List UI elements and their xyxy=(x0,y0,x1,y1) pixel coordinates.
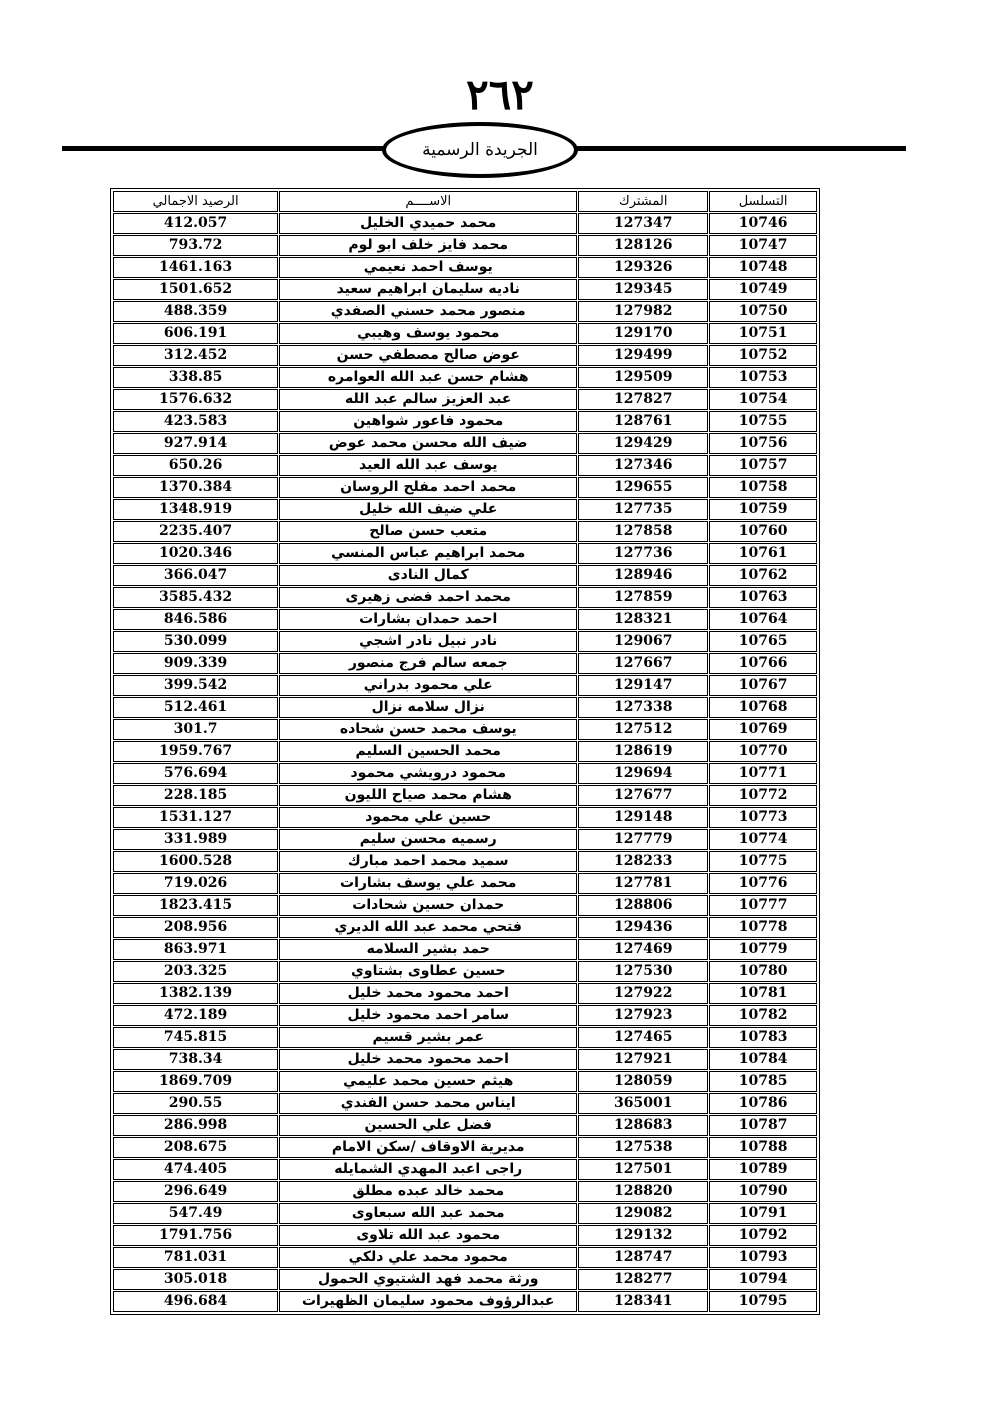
cell-name: محمود يوسف وهيبي xyxy=(279,323,577,344)
cell-subscriber: 128059 xyxy=(578,1071,708,1092)
cell-name: محمد عبد الله سبعاوى xyxy=(279,1203,577,1224)
cell-subscriber: 127512 xyxy=(578,719,708,740)
cell-balance: 296.649 xyxy=(113,1181,278,1202)
table-row xyxy=(113,741,817,762)
cell-subscriber: 129694 xyxy=(578,763,708,784)
cell-subscriber: 128806 xyxy=(578,895,708,916)
cell-balance: 312.452 xyxy=(113,345,278,366)
cell-subscriber: 127858 xyxy=(578,521,708,542)
cell-subscriber: 127735 xyxy=(578,499,708,520)
cell-subscriber: 129132 xyxy=(578,1225,708,1246)
cell-balance: 1791.756 xyxy=(113,1225,278,1246)
cell-subscriber: 128126 xyxy=(578,235,708,256)
cell-name: عبد العزيز سالم عبد الله xyxy=(279,389,577,410)
cell-serial: 10791 xyxy=(709,1203,817,1224)
cell-serial: 10758 xyxy=(709,477,817,498)
cell-serial: 10753 xyxy=(709,367,817,388)
cell-subscriber: 129148 xyxy=(578,807,708,828)
cell-balance: 3585.432 xyxy=(113,587,278,608)
table-row xyxy=(113,521,817,542)
table-row xyxy=(113,455,817,476)
table-row xyxy=(113,609,817,630)
table-row xyxy=(113,389,817,410)
cell-serial: 10792 xyxy=(709,1225,817,1246)
cell-subscriber: 128747 xyxy=(578,1247,708,1268)
cell-subscriber: 129509 xyxy=(578,367,708,388)
cell-serial: 10774 xyxy=(709,829,817,850)
cell-balance: 1501.652 xyxy=(113,279,278,300)
cell-balance: 208.675 xyxy=(113,1137,278,1158)
table-row xyxy=(113,1093,817,1114)
cell-balance: 1823.415 xyxy=(113,895,278,916)
cell-subscriber: 127338 xyxy=(578,697,708,718)
table-row xyxy=(113,851,817,872)
cell-serial: 10778 xyxy=(709,917,817,938)
table-row xyxy=(113,587,817,608)
cell-subscriber: 127827 xyxy=(578,389,708,410)
cell-serial: 10772 xyxy=(709,785,817,806)
table-row xyxy=(113,499,817,520)
cell-balance: 228.185 xyxy=(113,785,278,806)
cell-subscriber: 127347 xyxy=(578,213,708,234)
table-row xyxy=(113,1203,817,1224)
cell-name: محمود درويشي محمود xyxy=(279,763,577,784)
cell-serial: 10754 xyxy=(709,389,817,410)
cell-serial: 10763 xyxy=(709,587,817,608)
table-row xyxy=(113,433,817,454)
cell-name: عوض صالح مصطفي حسن xyxy=(279,345,577,366)
cell-balance: 290.55 xyxy=(113,1093,278,1114)
cell-name: جمعه سالم فرج منصور xyxy=(279,653,577,674)
cell-name: محمد ابراهيم عباس المنسي xyxy=(279,543,577,564)
cell-subscriber: 127501 xyxy=(578,1159,708,1180)
gazette-title: الجريدة الرسمية xyxy=(422,140,538,160)
cell-balance: 338.85 xyxy=(113,367,278,388)
table-header-row xyxy=(113,191,817,212)
cell-subscriber: 128946 xyxy=(578,565,708,586)
cell-balance: 1020.346 xyxy=(113,543,278,564)
cell-subscriber: 128761 xyxy=(578,411,708,432)
cell-subscriber: 128820 xyxy=(578,1181,708,1202)
table-row xyxy=(113,1049,817,1070)
cell-balance: 331.989 xyxy=(113,829,278,850)
cell-balance: 286.998 xyxy=(113,1115,278,1136)
cell-balance: 650.26 xyxy=(113,455,278,476)
cell-name: منصور محمد حسني الصفدي xyxy=(279,301,577,322)
cell-serial: 10776 xyxy=(709,873,817,894)
table-row xyxy=(113,1159,817,1180)
table-row xyxy=(113,1005,817,1026)
cell-balance: 1370.384 xyxy=(113,477,278,498)
cell-balance: 1576.632 xyxy=(113,389,278,410)
cell-balance: 781.031 xyxy=(113,1247,278,1268)
cell-serial: 10765 xyxy=(709,631,817,652)
cell-subscriber: 127779 xyxy=(578,829,708,850)
cell-serial: 10781 xyxy=(709,983,817,1004)
cell-name: راجى اعبد المهدي الشمايله xyxy=(279,1159,577,1180)
cell-serial: 10757 xyxy=(709,455,817,476)
cell-serial: 10795 xyxy=(709,1291,817,1312)
cell-serial: 10794 xyxy=(709,1269,817,1290)
cell-serial: 10779 xyxy=(709,939,817,960)
cell-serial: 10790 xyxy=(709,1181,817,1202)
cell-balance: 423.583 xyxy=(113,411,278,432)
table-row xyxy=(113,1071,817,1092)
cell-name: حسين عطاوى بشتاوي xyxy=(279,961,577,982)
cell-subscriber: 127465 xyxy=(578,1027,708,1048)
cell-name: نزال سلامه نزال xyxy=(279,697,577,718)
table-row xyxy=(113,1269,817,1290)
cell-balance: 472.189 xyxy=(113,1005,278,1026)
cell-subscriber: 128233 xyxy=(578,851,708,872)
column-header-balance: الرصيد الاجمالي xyxy=(113,191,278,212)
cell-name: يوسف محمد حسن شحاده xyxy=(279,719,577,740)
cell-name: كمال النادى xyxy=(279,565,577,586)
table-row xyxy=(113,345,817,366)
cell-subscriber: 127346 xyxy=(578,455,708,476)
cell-balance: 399.542 xyxy=(113,675,278,696)
cell-serial: 10768 xyxy=(709,697,817,718)
cell-serial: 10783 xyxy=(709,1027,817,1048)
table-row xyxy=(113,895,817,916)
cell-name: عبدالرؤوف محمود سليمان الظهيرات xyxy=(279,1291,577,1312)
cell-serial: 10752 xyxy=(709,345,817,366)
cell-serial: 10750 xyxy=(709,301,817,322)
table-row xyxy=(113,411,817,432)
cell-subscriber: 127921 xyxy=(578,1049,708,1070)
cell-balance: 530.099 xyxy=(113,631,278,652)
cell-serial: 10771 xyxy=(709,763,817,784)
cell-serial: 10782 xyxy=(709,1005,817,1026)
cell-serial: 10760 xyxy=(709,521,817,542)
table-row xyxy=(113,1291,817,1312)
cell-name: محمود عبد الله تلاوى xyxy=(279,1225,577,1246)
cell-subscriber: 127923 xyxy=(578,1005,708,1026)
table-row xyxy=(113,1247,817,1268)
cell-serial: 10767 xyxy=(709,675,817,696)
cell-balance: 1531.127 xyxy=(113,807,278,828)
cell-serial: 10788 xyxy=(709,1137,817,1158)
cell-balance: 547.49 xyxy=(113,1203,278,1224)
cell-balance: 793.72 xyxy=(113,235,278,256)
cell-name: متعب حسن صالح xyxy=(279,521,577,542)
table-row xyxy=(113,719,817,740)
cell-balance: 474.405 xyxy=(113,1159,278,1180)
cell-name: محمود فاعور شواهين xyxy=(279,411,577,432)
cell-serial: 10789 xyxy=(709,1159,817,1180)
cell-subscriber: 128277 xyxy=(578,1269,708,1290)
cell-serial: 10770 xyxy=(709,741,817,762)
cell-subscriber: 129170 xyxy=(578,323,708,344)
table-row xyxy=(113,873,817,894)
cell-serial: 10748 xyxy=(709,257,817,278)
cell-balance: 745.815 xyxy=(113,1027,278,1048)
table-row xyxy=(113,565,817,586)
cell-name: علي محمود بدراني xyxy=(279,675,577,696)
cell-subscriber: 128683 xyxy=(578,1115,708,1136)
cell-serial: 10759 xyxy=(709,499,817,520)
cell-name: احمد محمود محمد خليل xyxy=(279,983,577,1004)
cell-serial: 10785 xyxy=(709,1071,817,1092)
table-row xyxy=(113,763,817,784)
cell-subscriber: 127781 xyxy=(578,873,708,894)
column-header-name: الاســــم xyxy=(279,191,577,212)
cell-name: هشام حسن عبد الله العوامره xyxy=(279,367,577,388)
table-row xyxy=(113,939,817,960)
cell-balance: 719.026 xyxy=(113,873,278,894)
cell-serial: 10751 xyxy=(709,323,817,344)
cell-subscriber: 128321 xyxy=(578,609,708,630)
cell-balance: 208.956 xyxy=(113,917,278,938)
cell-serial: 10773 xyxy=(709,807,817,828)
cell-name: سميد محمد احمد مبارك xyxy=(279,851,577,872)
table-row xyxy=(113,279,817,300)
table-row xyxy=(113,1225,817,1246)
cell-serial: 10749 xyxy=(709,279,817,300)
cell-serial: 10786 xyxy=(709,1093,817,1114)
cell-subscriber: 127667 xyxy=(578,653,708,674)
cell-name: محمد خالد عبده مطلق xyxy=(279,1181,577,1202)
cell-name: علي ضيف الله خليل xyxy=(279,499,577,520)
table-row xyxy=(113,697,817,718)
table-row xyxy=(113,1027,817,1048)
cell-name: احمد حمدان بشارات xyxy=(279,609,577,630)
cell-balance: 1600.528 xyxy=(113,851,278,872)
cell-serial: 10784 xyxy=(709,1049,817,1070)
cell-subscriber: 129429 xyxy=(578,433,708,454)
cell-serial: 10777 xyxy=(709,895,817,916)
cell-balance: 412.057 xyxy=(113,213,278,234)
cell-subscriber: 127736 xyxy=(578,543,708,564)
cell-balance: 606.191 xyxy=(113,323,278,344)
cell-subscriber: 127530 xyxy=(578,961,708,982)
cell-subscriber: 127677 xyxy=(578,785,708,806)
cell-balance: 488.359 xyxy=(113,301,278,322)
table-row xyxy=(113,829,817,850)
cell-balance: 366.047 xyxy=(113,565,278,586)
cell-name: محمود محمد علي دلكي xyxy=(279,1247,577,1268)
cell-serial: 10793 xyxy=(709,1247,817,1268)
gazette-masthead xyxy=(62,122,906,176)
table-row xyxy=(113,961,817,982)
cell-serial: 10787 xyxy=(709,1115,817,1136)
cell-balance: 496.684 xyxy=(113,1291,278,1312)
cell-name: هشام محمد صياح الليون xyxy=(279,785,577,806)
cell-balance: 909.339 xyxy=(113,653,278,674)
cell-name: هيثم حسين محمد عليمي xyxy=(279,1071,577,1092)
cell-serial: 10761 xyxy=(709,543,817,564)
table-row xyxy=(113,983,817,1004)
cell-balance: 1461.163 xyxy=(113,257,278,278)
cell-subscriber: 129082 xyxy=(578,1203,708,1224)
table-body xyxy=(113,213,817,1312)
cell-serial: 10780 xyxy=(709,961,817,982)
cell-balance: 1348.919 xyxy=(113,499,278,520)
cell-name: حمد بشير السلامه xyxy=(279,939,577,960)
cell-subscriber: 127859 xyxy=(578,587,708,608)
table-row xyxy=(113,807,817,828)
table-row xyxy=(113,367,817,388)
table-row xyxy=(113,323,817,344)
cell-subscriber: 127469 xyxy=(578,939,708,960)
cell-name: سامر احمد محمود خليل xyxy=(279,1005,577,1026)
cell-serial: 10766 xyxy=(709,653,817,674)
cell-name: حمدان حسين شحادات xyxy=(279,895,577,916)
cell-serial: 10747 xyxy=(709,235,817,256)
cell-name: ناديه سليمان ابراهيم سعيد xyxy=(279,279,577,300)
cell-subscriber: 129067 xyxy=(578,631,708,652)
table-row xyxy=(113,917,817,938)
cell-subscriber: 127922 xyxy=(578,983,708,1004)
cell-name: رسميه محسن سليم xyxy=(279,829,577,850)
table-row xyxy=(113,213,817,234)
table-row xyxy=(113,1115,817,1136)
cell-serial: 10775 xyxy=(709,851,817,872)
cell-serial: 10764 xyxy=(709,609,817,630)
table-row xyxy=(113,1137,817,1158)
cell-subscriber: 129326 xyxy=(578,257,708,278)
table-row xyxy=(113,631,817,652)
cell-subscriber: 127982 xyxy=(578,301,708,322)
cell-name: عمر بشير قسيم xyxy=(279,1027,577,1048)
page-number: ٢٦٢ xyxy=(466,70,534,119)
cell-subscriber: 129436 xyxy=(578,917,708,938)
cell-balance: 1959.767 xyxy=(113,741,278,762)
cell-balance: 203.325 xyxy=(113,961,278,982)
cell-name: محمد فايز خلف ابو لوم xyxy=(279,235,577,256)
cell-subscriber: 128619 xyxy=(578,741,708,762)
table-row xyxy=(113,543,817,564)
cell-subscriber: 129655 xyxy=(578,477,708,498)
table-row xyxy=(113,301,817,322)
cell-subscriber: 129499 xyxy=(578,345,708,366)
gazette-title-oval xyxy=(382,122,578,178)
cell-subscriber: 365001 xyxy=(578,1093,708,1114)
cell-balance: 863.971 xyxy=(113,939,278,960)
cell-balance: 512.461 xyxy=(113,697,278,718)
cell-name: يوسف احمد نعيمي xyxy=(279,257,577,278)
cell-name: حسين علي محمود xyxy=(279,807,577,828)
cell-name: محمد احمد فضى زهيرى xyxy=(279,587,577,608)
cell-subscriber: 129147 xyxy=(578,675,708,696)
table-row xyxy=(113,257,817,278)
cell-name: محمد الحسين السليم xyxy=(279,741,577,762)
cell-name: احمد محمود محمد خليل xyxy=(279,1049,577,1070)
cell-balance: 927.914 xyxy=(113,433,278,454)
cell-balance: 2235.407 xyxy=(113,521,278,542)
cell-balance: 1382.139 xyxy=(113,983,278,1004)
cell-balance: 846.586 xyxy=(113,609,278,630)
cell-name: ورثة محمد فهد الشتيوي الحمول xyxy=(279,1269,577,1290)
column-header-subscriber: المشترك xyxy=(578,191,708,212)
cell-name: مديرية الاوقاف /سكن الامام xyxy=(279,1137,577,1158)
table-row xyxy=(113,653,817,674)
cell-balance: 305.018 xyxy=(113,1269,278,1290)
cell-subscriber: 129345 xyxy=(578,279,708,300)
cell-name: يوسف عبد الله العيد xyxy=(279,455,577,476)
cell-balance: 1869.709 xyxy=(113,1071,278,1092)
cell-name: محمد حميدي الخليل xyxy=(279,213,577,234)
cell-balance: 301.7 xyxy=(113,719,278,740)
cell-name: محمد علي يوسف بشارات xyxy=(279,873,577,894)
subscribers-table-frame xyxy=(110,188,820,1315)
cell-subscriber: 127538 xyxy=(578,1137,708,1158)
table-row xyxy=(113,785,817,806)
table-row xyxy=(113,477,817,498)
cell-name: فتحي محمد عبد الله الديري xyxy=(279,917,577,938)
cell-balance: 576.694 xyxy=(113,763,278,784)
table-row xyxy=(113,235,817,256)
cell-serial: 10755 xyxy=(709,411,817,432)
cell-subscriber: 128341 xyxy=(578,1291,708,1312)
table-row xyxy=(113,1181,817,1202)
column-header-serial: التسلسل xyxy=(709,191,817,212)
cell-balance: 738.34 xyxy=(113,1049,278,1070)
cell-serial: 10746 xyxy=(709,213,817,234)
cell-name: فضل علي الحسين xyxy=(279,1115,577,1136)
cell-name: ايناس محمد حسن الفندي xyxy=(279,1093,577,1114)
cell-name: نادر نبيل نادر اشجي xyxy=(279,631,577,652)
cell-name: ضيف الله محسن محمد عوض xyxy=(279,433,577,454)
cell-name: محمد احمد مفلح الروسان xyxy=(279,477,577,498)
table-row xyxy=(113,675,817,696)
cell-serial: 10762 xyxy=(709,565,817,586)
subscribers-table xyxy=(112,190,818,1313)
cell-serial: 10756 xyxy=(709,433,817,454)
cell-serial: 10769 xyxy=(709,719,817,740)
